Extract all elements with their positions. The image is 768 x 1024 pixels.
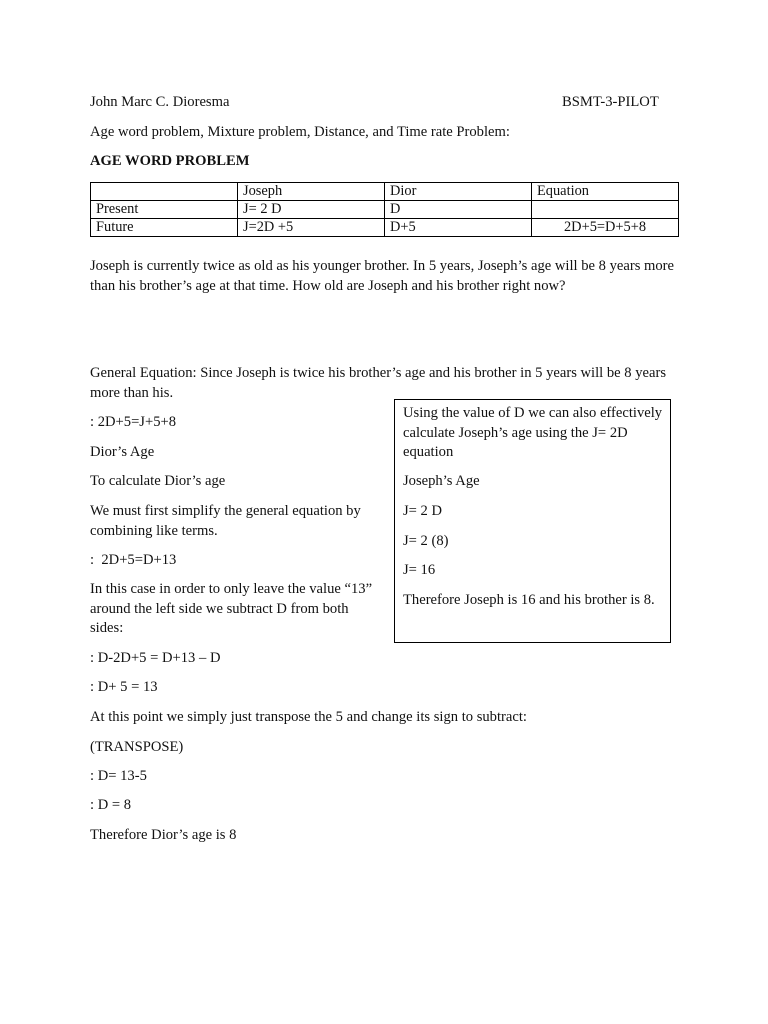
- transpose-text: At this point we simply just transpose the 5 and change its sign to subtract:: [90, 709, 527, 725]
- table-header-cell: Dior: [385, 183, 532, 201]
- table-cell: J= 2 D: [238, 201, 385, 219]
- course-code: BSMT-3-PILOT: [562, 94, 659, 110]
- table-header-cell: [91, 183, 238, 201]
- document-subtitle: Age word problem, Mixture problem, Distance, and Time rate Problem:: [90, 124, 510, 140]
- general-equation-text: General Equation: Since Joseph is twice his brother’s age and his brother in 5 years will be 8 years more than his.: [90, 365, 667, 401]
- joseph-age-conclusion: Therefore Joseph is 16 and his brother is 8.: [403, 592, 655, 608]
- table-cell: D+5: [385, 219, 532, 237]
- table-cell: 2D+5=D+5+8: [532, 219, 679, 237]
- equation-step: : 2D+5=D+13: [90, 552, 177, 568]
- table-cell: Future: [91, 219, 238, 237]
- problem-statement: Joseph is currently twice as old as his younger brother. In 5 years, Joseph’s age will be 8 years more than his brother’s age at that time. How old are Joseph and his brother right now?: [90, 258, 675, 294]
- subtract-text: In this case in order to only leave the value “13” around the left side we subtract D from both sides:: [90, 581, 373, 636]
- equation-step: : 2D+5=J+5+8: [90, 414, 177, 430]
- joseph-age-heading: Joseph’s Age: [403, 473, 480, 489]
- equation-step: : D= 13-5: [90, 768, 147, 784]
- dior-age-heading: Dior’s Age: [90, 444, 155, 460]
- calc-intro: To calculate Dior’s age: [90, 473, 226, 489]
- simplify-text: We must first simplify the general equation by combining like terms.: [90, 503, 361, 539]
- table-header-row: [91, 183, 679, 201]
- dior-age-conclusion: Therefore Dior’s age is 8: [90, 827, 237, 843]
- table-row: [91, 219, 679, 237]
- table-cell: D: [385, 201, 532, 219]
- equation-step: : D = 8: [90, 797, 132, 813]
- equation-step: : D-2D+5 = D+13 – D: [90, 650, 221, 666]
- table-cell: Present: [91, 201, 238, 219]
- table-cell: [532, 201, 679, 219]
- transpose-label: (TRANSPOSE): [90, 739, 184, 755]
- joseph-age-box: [394, 399, 671, 643]
- box-equation: J= 16: [403, 562, 436, 578]
- equation-step: : D+ 5 = 13: [90, 679, 158, 695]
- age-table: [90, 182, 679, 237]
- section-title: AGE WORD PROBLEM: [90, 153, 250, 169]
- table-header-cell: Joseph: [238, 183, 385, 201]
- table-cell: J=2D +5: [238, 219, 385, 237]
- table-row: [91, 201, 679, 219]
- box-intro: Using the value of D we can also effectively calculate Joseph’s age using the J= 2D equation: [403, 405, 663, 460]
- table-header-cell: Equation: [532, 183, 679, 201]
- box-equation: J= 2 (8): [403, 533, 449, 549]
- author-name: John Marc C. Dioresma: [90, 94, 230, 110]
- box-equation: J= 2 D: [403, 503, 443, 519]
